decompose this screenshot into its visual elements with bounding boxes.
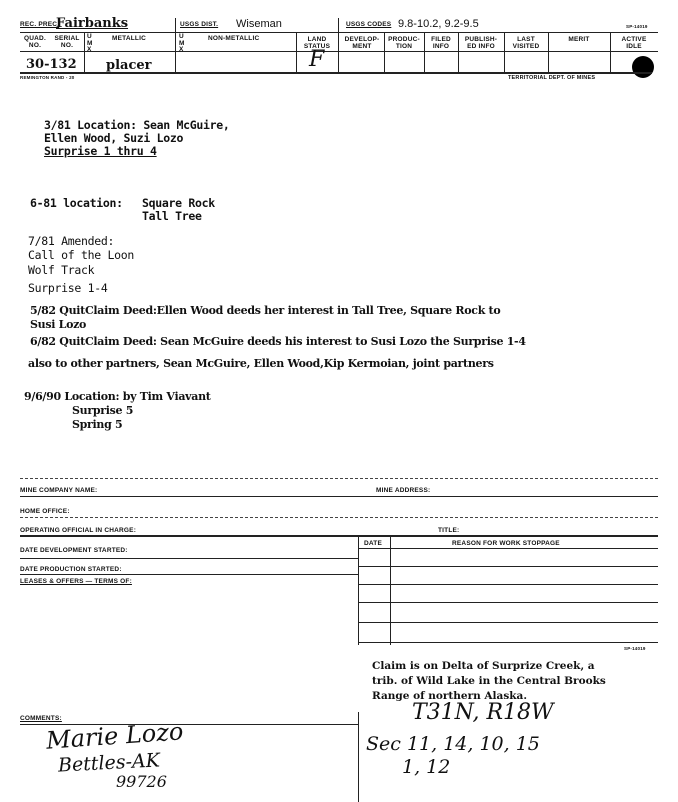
handwritten-city: Bettles-AK: [57, 749, 161, 777]
handwritten-name: Marie Lozo: [45, 717, 185, 755]
date-column-header: DATE: [364, 540, 383, 547]
entry-6-line-2: Surprise 5: [72, 404, 134, 417]
leases-label: LEASES & OFFERS — TERMS OF:: [20, 578, 132, 585]
metallic-label: METALLIC: [112, 35, 146, 42]
entry-2-item-2: Tall Tree: [142, 209, 202, 223]
umx-letters-2: U M X: [179, 33, 185, 53]
entry-5-line-1: 6/82 QuitClaim Deed: Sean McGuire deeds his interest to Susi Lozo the Surprise 1-4: [30, 335, 526, 348]
entry-3-line-1: 7/81 Amended:: [28, 234, 115, 248]
entry-2-date: 6-81 location:: [30, 196, 123, 210]
umx-letters: U M X: [87, 33, 93, 53]
production-label: PRODUC- TION: [388, 36, 420, 50]
claim-note-2: trib. of Wild Lake in the Central Brooks: [372, 675, 606, 687]
land-status-label: LAND STATUS: [303, 36, 331, 50]
claim-note-3: Range of northern Alaska.: [372, 690, 527, 702]
comments-label: COMMENTS:: [20, 715, 62, 722]
rec-prec-label: REC. PREC.: [20, 21, 60, 28]
entry-2-item-1: Square Rock: [142, 196, 215, 210]
date-development-label: DATE DEVELOPMENT STARTED:: [20, 547, 128, 554]
land-status-value: F: [309, 47, 325, 72]
dept-line: TERRITORIAL DEPT. OF MINES: [508, 75, 596, 81]
entry-1-line-2: Ellen Wood, Suzi Lozo: [44, 131, 184, 145]
form-number: SP-14019: [626, 24, 648, 29]
quad-label: QUAD. NO.: [24, 35, 46, 49]
entry-4-line-2: Susi Lozo: [30, 318, 87, 331]
entry-3-line-2: Call of the Loon: [28, 248, 134, 262]
operating-official-label: OPERATING OFFICIAL IN CHARGE:: [20, 527, 137, 534]
printer-line: REMINGTON RAND - 20: [20, 75, 75, 80]
reason-column-header: REASON FOR WORK STOPPAGE: [452, 540, 560, 547]
handwritten-township: T31N, R18W: [412, 700, 554, 725]
usgs-codes-value: 9.8-10.2, 9.2-9.5: [398, 18, 479, 30]
usgs-dist-value: Wiseman: [236, 18, 282, 30]
last-visited-label: LAST VISITED: [512, 36, 540, 50]
entry-6-line-1: 9/6/90 Location: by Tim Viavant: [24, 390, 211, 403]
entry-3-line-3: Wolf Track: [28, 263, 95, 277]
title-label: TITLE:: [438, 527, 460, 534]
header-table: [20, 16, 658, 81]
development-label: DEVELOP- MENT: [344, 36, 380, 50]
handwritten-zip: 99726: [116, 772, 167, 791]
serial-label: SERIAL NO.: [54, 35, 80, 49]
entry-5-line-2: also to other partners, Sean McGuire, Ellen Wood,Kip Kermoian, joint partners: [28, 357, 494, 370]
claim-note-1: Claim is on Delta of Surprize Creek, a: [372, 660, 595, 672]
active-dot-icon: [632, 56, 654, 78]
entry-3-line-4: Surprise 1-4: [28, 281, 108, 295]
handwritten-sections-2: 1, 12: [402, 756, 451, 778]
form-number-2: SP-14019: [624, 646, 646, 651]
date-production-label: DATE PRODUCTION STARTED:: [20, 566, 122, 573]
merit-label: MERIT: [568, 36, 590, 43]
filed-info-label: FILED INFO: [431, 36, 451, 50]
entry-1-line-1: 3/81 Location: Sean McGuire,: [44, 118, 230, 132]
metallic-value: placer: [106, 58, 152, 73]
mine-address-label: MINE ADDRESS:: [376, 487, 431, 494]
published-info-label: PUBLISH- ED INFO: [464, 36, 498, 50]
usgs-dist-label: USGS DIST.: [180, 21, 219, 28]
entry-6-line-3: Spring 5: [72, 418, 123, 431]
rec-prec-value: Fairbanks: [56, 16, 129, 31]
quad-value: 30-132: [26, 57, 77, 72]
handwritten-sections: Sec 11, 14, 10, 15: [366, 733, 540, 755]
mine-company-label: MINE COMPANY NAME:: [20, 487, 98, 494]
nonmetallic-label: NON-METALLIC: [208, 35, 260, 42]
entry-4-line-1: 5/82 QuitClaim Deed:Ellen Wood deeds her interest in Tall Tree, Square Rock to: [30, 304, 501, 317]
usgs-codes-label: USGS CODES: [346, 21, 392, 28]
home-office-label: HOME OFFICE:: [20, 508, 70, 515]
entry-1-line-3: Surprise 1 thru 4: [44, 144, 157, 158]
active-idle-label: ACTIVE IDLE: [621, 36, 647, 50]
